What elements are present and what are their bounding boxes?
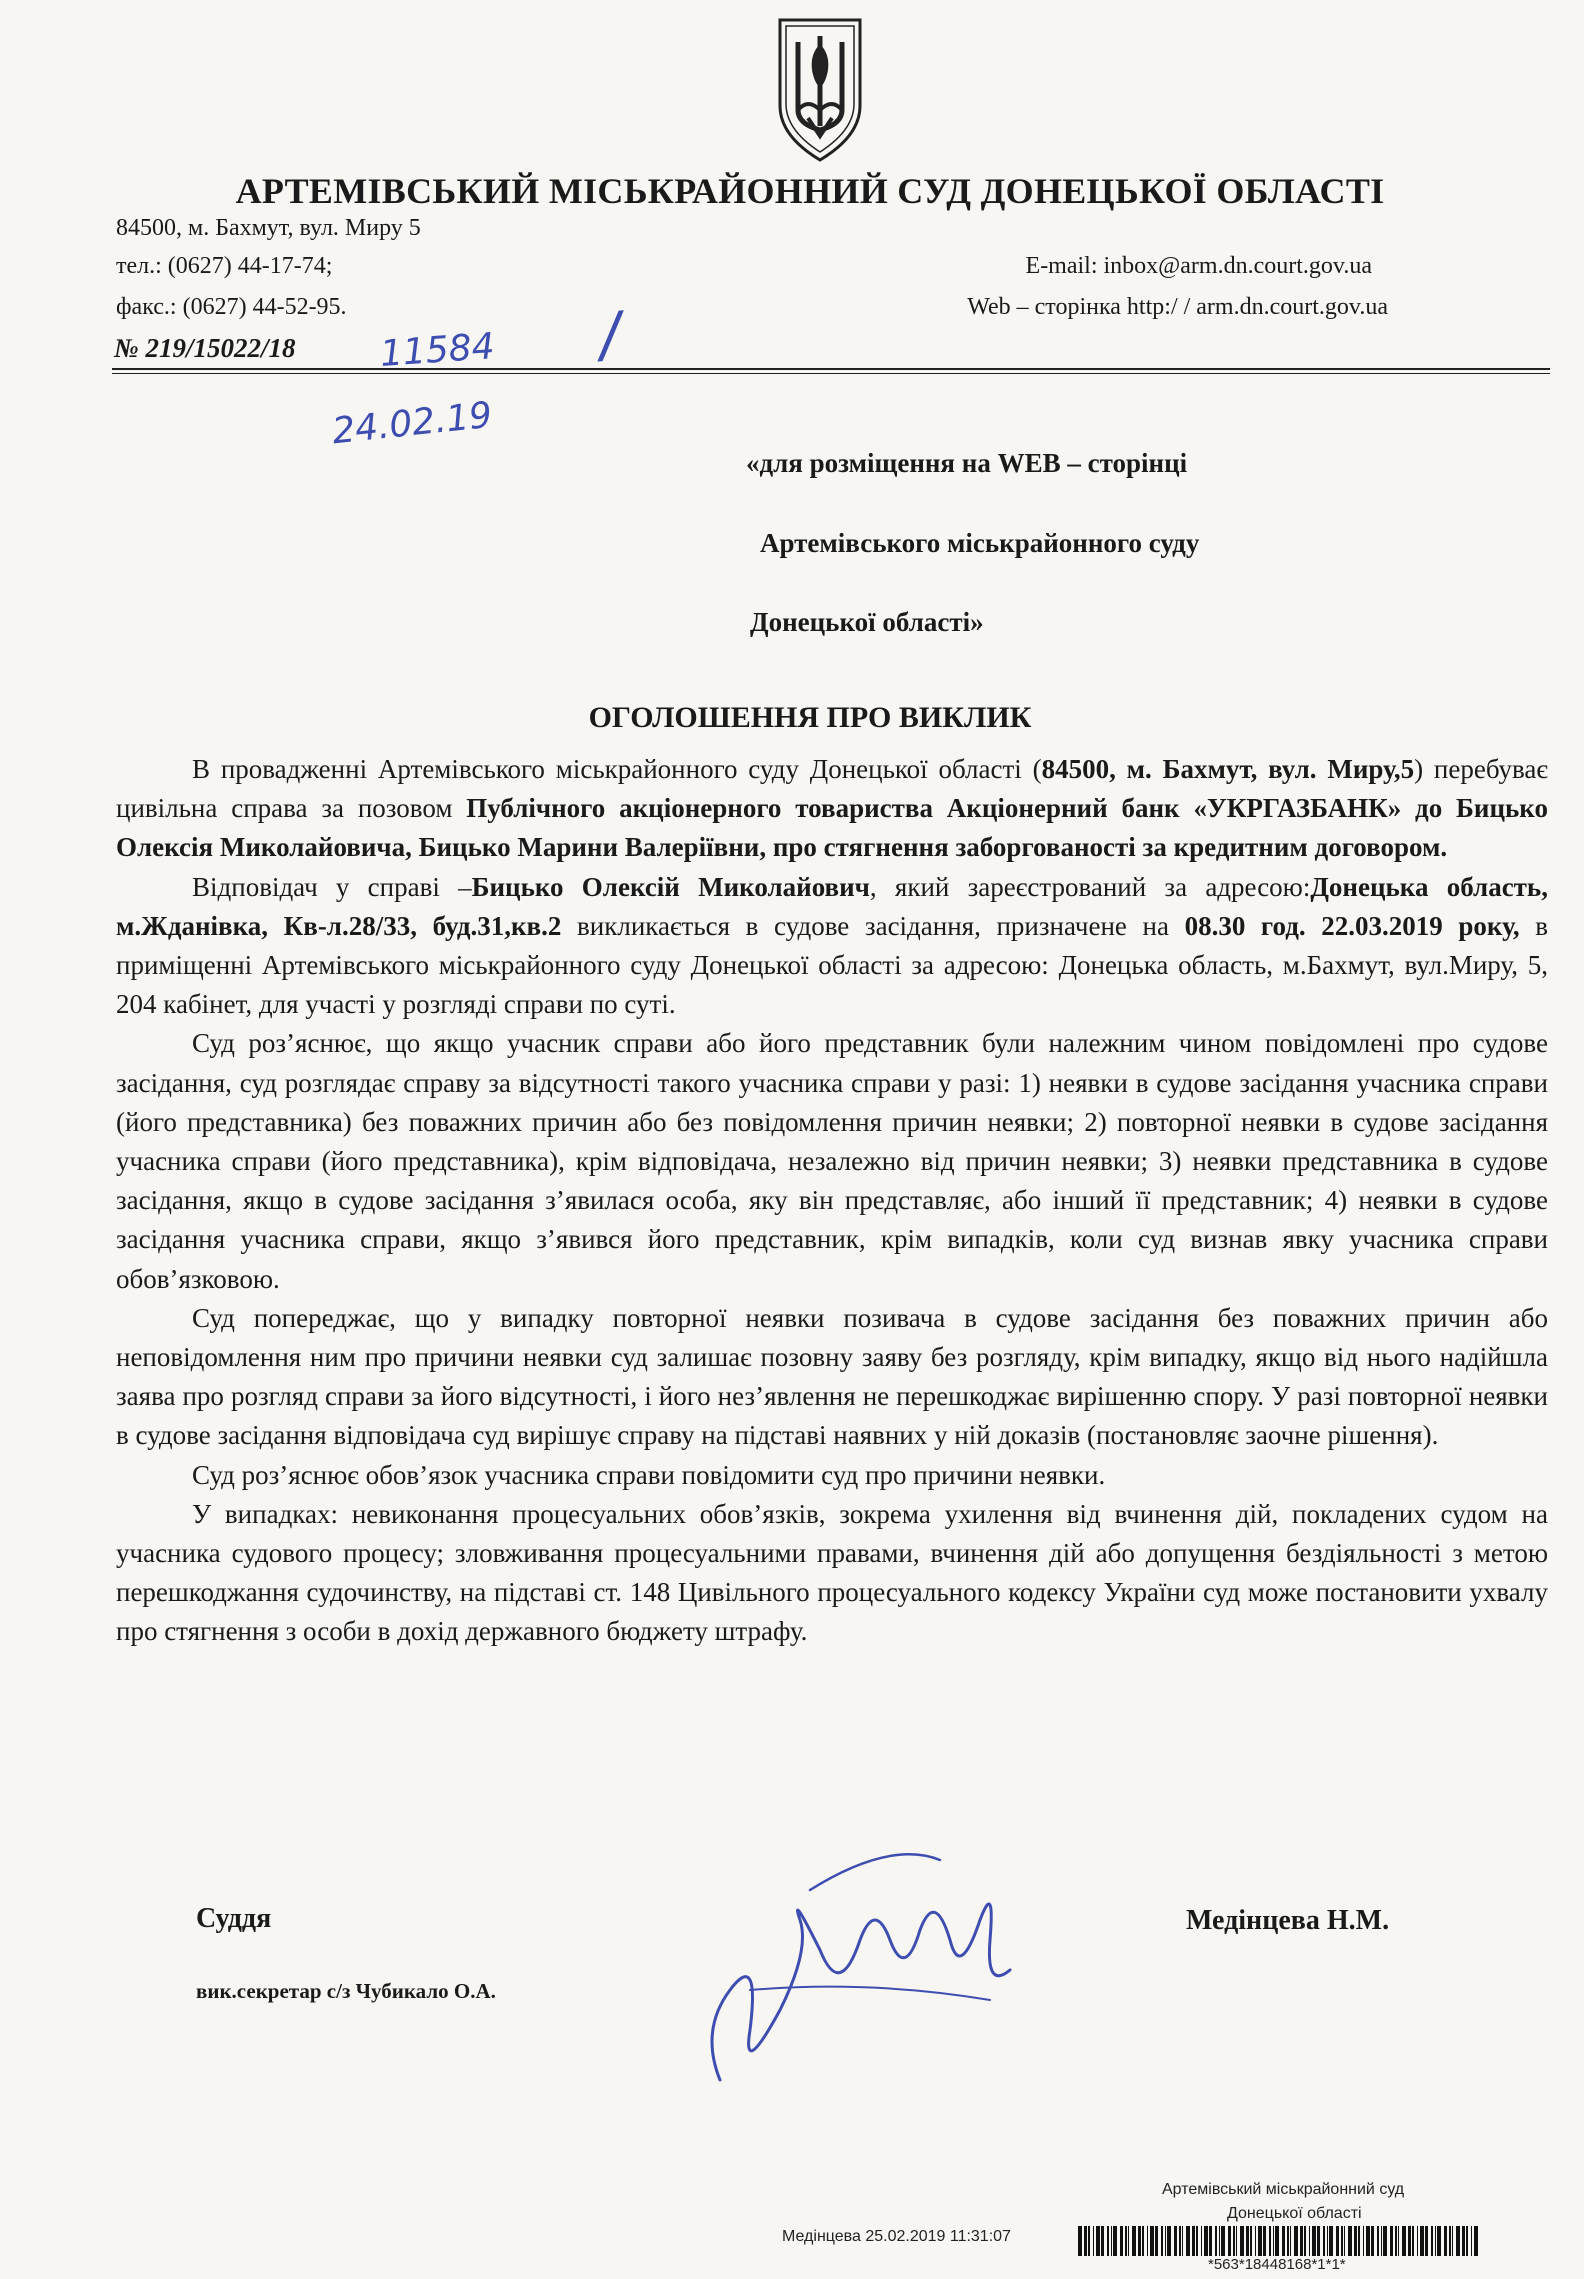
header-divider [112, 368, 1550, 370]
court-name: АРТЕМІВСЬКИЙ МІСЬКРАЙОННИЙ СУД ДОНЕЦЬКОЇ ОБЛАСТІ [235, 171, 1385, 211]
document-body [116, 750, 1548, 1652]
barcode-code: *563*18448168*1*1* [1208, 2256, 1346, 2273]
defendant-name: Бицько Олексій Миколайович [471, 871, 870, 902]
trident-emblem-icon [772, 14, 868, 166]
paragraph-case-info [116, 750, 1548, 868]
hearing-datetime: 08.30 год. 22.03.2019 року, [1184, 910, 1520, 941]
header-divider-thin [112, 373, 1550, 374]
court-website: Web – сторінка http:/ / arm.dn.court.gov.ua [967, 294, 1388, 320]
handwritten-incoming-date: 24.02.19 [330, 394, 495, 453]
paragraph-obligation: Суд роз’яснює обов’язок учасника справи повідомити суд про причини неявки. [192, 1459, 1106, 1490]
e-stamp-court: Артемівський міськрайонний суд [1162, 2181, 1405, 2198]
paragraph-summons [116, 868, 1548, 1025]
defendant-address: Донецька область, м.Жданівка, Кв-л.28/33, буд.31,кв.2 [116, 871, 1548, 941]
handwritten-slash-mark: / [597, 299, 623, 371]
handwritten-incoming-number: 11584 [378, 326, 496, 375]
judge-label: Суддя [196, 1903, 272, 1934]
court-phone: тел.: (0627) 44-17-74; [116, 253, 333, 279]
registration-number: № 219/15022/18 [114, 333, 296, 363]
addressee-line-1: «для розміщення на WEB – сторінці [746, 448, 1188, 478]
e-stamp-region: Донецької області [1227, 2205, 1362, 2222]
paragraph-explanation: Суд роз’яснює, що якщо учасник справи або його представник були належним чином повідомлені про судове засідання, суд розглядає справу за відсутності такого учасника справи у разі: 1) неявки в судове засідання учасника справи (його представника) без поважних причин або без повідомлення причин неявки; 2) повторної неявки в судове засідання учасника справи (його представника), крім відповідача, незалежно від причин неявки; 3) неявки представника в судове засідання, якщо в судове засідання з’явилася особа, яку він представляє, або інший її представник; 4) неявки в судове засідання учасника справи, якщо з’явився його представник, крім випадків, коли суд визнав явку учасника справи обов’язковою. [116, 1028, 1548, 1294]
court-address-bold: 84500, м. Бахмут, вул. Миру,5 [1041, 754, 1415, 784]
handwritten-signature [690, 1830, 1030, 2110]
addressee-line-2: Артемівського міськрайонного суду [760, 528, 1200, 558]
text-span: в приміщенні Артемівського міськрайонного суду Донецької області за адресою: Донецька область, м.Бахмут, вул.Миру, 5, 204 кабінет, для участі у розгляді справи по суті. [116, 910, 1549, 1020]
case-parties-bold: Публічного акціонерного товариства Акціонерний банк «УКРГАЗБАНК» до Бицько Олексія Миколайовича, Бицько Марини Валеріївни, про стягнення заборгованості за кредитним договором. [116, 793, 1548, 863]
text-span: В провадженні Артемівського міськрайонного суду Донецької області ( [192, 754, 1042, 784]
barcode [1078, 2226, 1478, 2256]
text-span: , який зареєстрований за адресою: [869, 871, 1311, 902]
secretary-name: вик.секретар с/з Чубикало О.А. [196, 1979, 496, 2003]
paragraph-penalty: У випадках: невиконання процесуальних обов’язків, зокрема ухилення від вчинення дій, покладених судом на учасника судового процесу; зловживання процесуальними правами, вчинення дій або допущення бездіяльності з метою перешкоджання судочинству, на підставі ст. 148 Цивільного процесуального кодексу України суд може постановити ухвалу про стягнення з особи в дохід державного бюджету штрафу. [116, 1498, 1548, 1647]
court-address: 84500, м. Бахмут, вул. Миру 5 [116, 215, 421, 241]
addressee-line-3: Донецької області» [750, 607, 984, 637]
text-span: Відповідач у справі – [192, 871, 472, 902]
court-email: E-mail: inbox@arm.dn.court.gov.ua [1025, 253, 1372, 279]
e-stamp-signed-by: Медінцева 25.02.2019 11:31:07 [782, 2228, 1011, 2245]
text-span: ) перебуває цивільна справа за позовом [116, 754, 1548, 824]
judge-name: Медінцева Н.М. [1186, 1905, 1390, 1936]
document-title: ОГОЛОШЕННЯ ПРО ВИКЛИК [588, 701, 1032, 734]
court-fax: факс.: (0627) 44-52-95. [116, 294, 347, 320]
text-span: викликається в судове засідання, призначене на [561, 910, 1185, 941]
paragraph-warning: Суд попереджає, що у випадку повторної неявки позивача в судове засідання без поважних причин або неповідомлення ним про причини неявки суд залишає позовну заяву без розгляду, крім випадку, якщо від нього надійшла заява про розгляд справи за його відсутності, і його нез’явлення не перешкоджає вирішенню спору. У разі повторної неявки в судове засідання відповідача суд вирішує справу на підставі наявних у ній доказів (постановляє заочне рішення). [116, 1302, 1548, 1451]
